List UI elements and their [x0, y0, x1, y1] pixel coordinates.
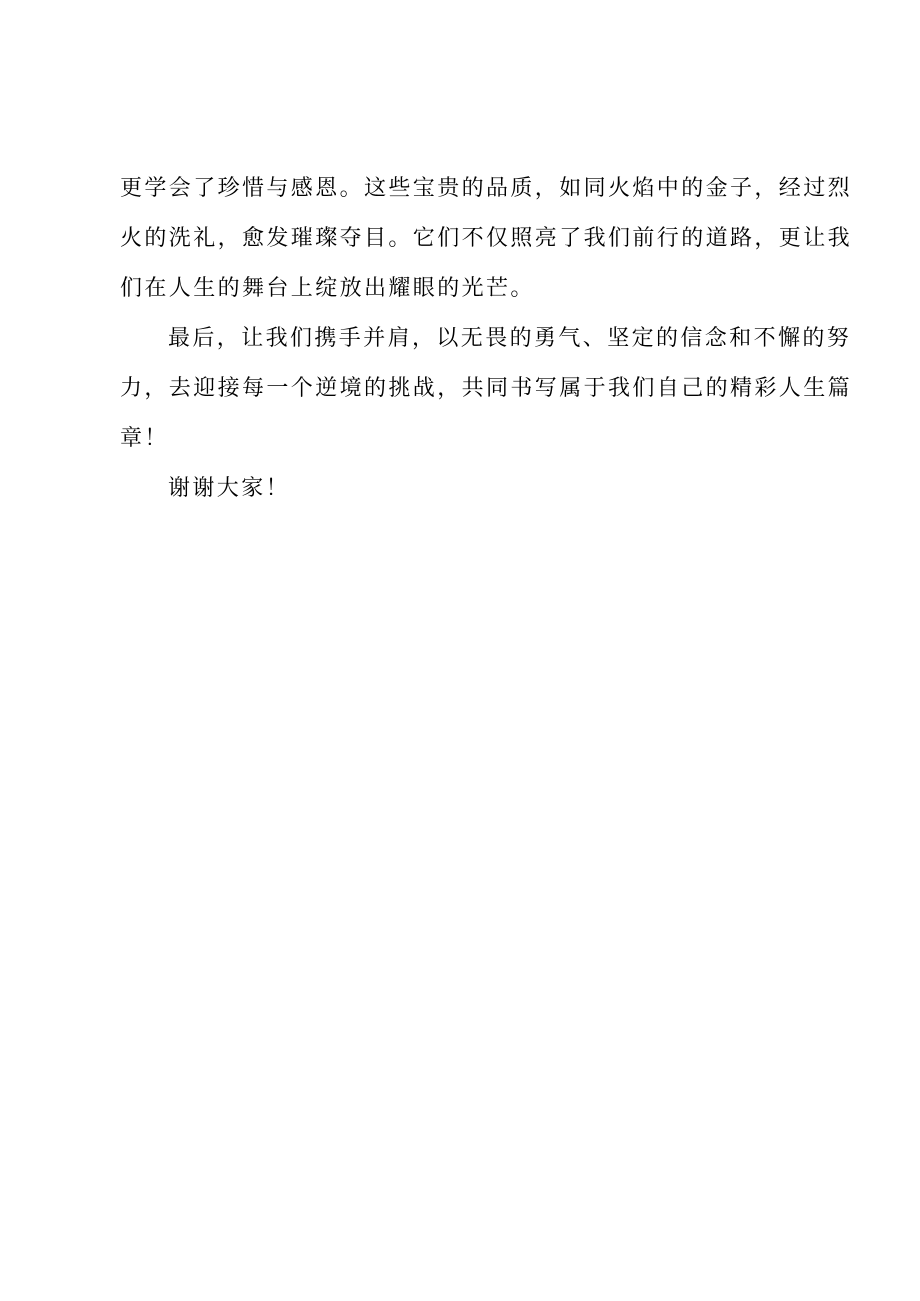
- text-line: 谢谢大家！: [168, 476, 291, 501]
- paragraph-closing: [120, 314, 853, 464]
- text-line: 力，去迎接每一个逆境的挑战，共同书写属于我们自己的精彩人生篇: [120, 376, 853, 401]
- paragraph-thanks: [120, 464, 820, 514]
- text-line: 更学会了珍惜与感恩。这些宝贵的品质，如同火焰中的金子，经过烈: [120, 176, 853, 201]
- document-body: [120, 164, 853, 514]
- paragraph-continuation: [120, 164, 853, 314]
- text-line: 最后，让我们携手并肩，以无畏的勇气、坚定的信念和不懈的努: [168, 326, 852, 351]
- text-line: 章！: [120, 426, 169, 451]
- text-line: 们在人生的舞台上绽放出耀眼的光芒。: [120, 276, 535, 301]
- text-line: 火的洗礼，愈发璀璨夺目。它们不仅照亮了我们前行的道路，更让我: [120, 226, 853, 251]
